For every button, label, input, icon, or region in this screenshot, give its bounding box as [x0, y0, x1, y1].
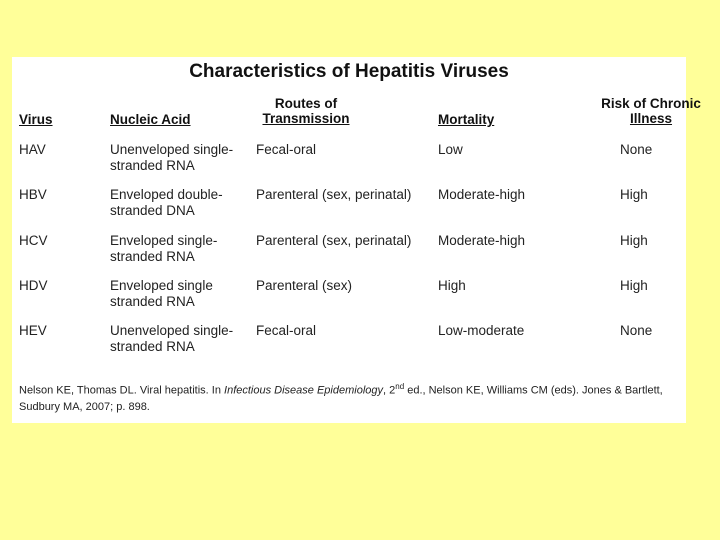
acid-line1: Enveloped single- — [110, 233, 218, 248]
table-row-cell-acid — [110, 142, 233, 173]
header-mortality-label: Mortality — [438, 112, 495, 127]
citation-book: Infectious Disease Epidemiology — [224, 384, 384, 397]
table-row-cell-acid — [110, 233, 217, 264]
table-row-cell-risk: High — [620, 278, 648, 293]
citation — [19, 379, 683, 415]
header-nucleic-acid-label: Nucleic Acid — [110, 112, 191, 127]
table-row-cell-risk: None — [620, 142, 653, 157]
acid-line1: Enveloped single — [110, 278, 213, 293]
page-title: Characteristics of Hepatitis Viruses — [189, 61, 509, 82]
citation-line1 — [19, 379, 683, 399]
citation-sup: nd — [395, 382, 405, 391]
table-row-cell-virus: HAV — [19, 142, 46, 157]
acid-line1: Enveloped double- — [110, 187, 223, 202]
table-row-cell-acid — [110, 323, 233, 354]
header-routes-line1: Routes of — [274, 96, 338, 111]
table-row-cell-mortality: Moderate-high — [438, 187, 526, 202]
header-risk-line1: Risk of Chronic — [601, 96, 701, 111]
table-row-cell-virus: HBV — [19, 187, 47, 202]
citation-part1: Nelson KE, Thomas DL. Viral hepatitis. In — [19, 384, 225, 397]
table-slide-panel — [12, 57, 701, 423]
table-row-cell-mortality: High — [438, 278, 466, 293]
table-row-cell-mortality: Low — [438, 142, 463, 157]
table-row-cell-mortality: Low-moderate — [438, 323, 525, 338]
table-row-cell-risk: High — [620, 187, 648, 202]
table-row-cell-route: Parenteral (sex, perinatal) — [256, 233, 412, 248]
table-row-cell-acid — [110, 278, 213, 309]
acid-line2: stranded RNA — [110, 157, 195, 173]
table-row-cell-acid — [110, 187, 223, 218]
header-routes — [256, 96, 356, 126]
acid-line2: stranded RNA — [110, 293, 195, 309]
citation-part2: , 2 — [383, 384, 396, 397]
table-row-cell-risk: None — [620, 323, 653, 338]
table-row-cell-virus: HCV — [19, 233, 48, 248]
table-row-cell-route: Parenteral (sex, perinatal) — [256, 187, 412, 202]
table-row-cell-route: Fecal-oral — [256, 142, 317, 157]
acid-line1: Unenveloped single- — [110, 142, 234, 157]
header-risk — [596, 96, 706, 126]
table-row-cell-risk: High — [620, 233, 648, 248]
acid-line1: Unenveloped single- — [110, 323, 234, 338]
acid-line2: stranded RNA — [110, 248, 195, 264]
table-row-cell-route: Fecal-oral — [256, 323, 317, 338]
table-row-cell-route: Parenteral (sex) — [256, 278, 353, 293]
citation-part3: ed., Nelson KE, Williams CM (eds). Jones & Bartlett, — [404, 384, 663, 397]
header-virus-label: Virus — [19, 112, 53, 127]
table-row-cell-virus: HDV — [19, 278, 48, 293]
header-risk-line2: Illness — [629, 111, 673, 126]
citation-line2: Sudbury MA, 2007; p. 898. — [19, 400, 150, 413]
acid-line2: stranded DNA — [110, 202, 195, 218]
header-virus — [19, 112, 53, 127]
header-mortality — [438, 112, 494, 127]
header-routes-line2: Transmission — [262, 111, 350, 126]
acid-line2: stranded RNA — [110, 338, 195, 354]
table-row-cell-mortality: Moderate-high — [438, 233, 526, 248]
table-row-cell-virus: HEV — [19, 323, 47, 338]
header-nucleic-acid — [110, 112, 191, 127]
